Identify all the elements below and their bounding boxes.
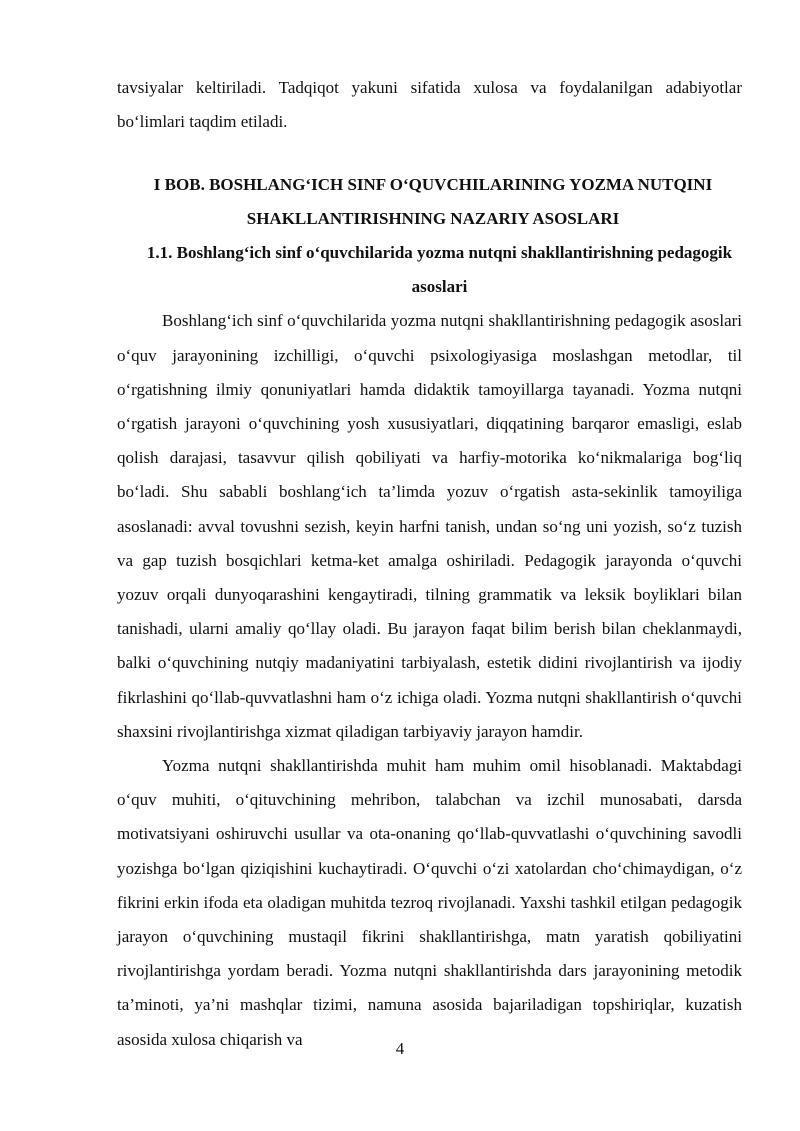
chapter-title: I BOB. BOSHLANG‘ICH SINF O‘QUVCHILARINING YOZMA NUTQINI SHAKLLANTIRISHNING NAZARIY ASOSLARI	[153, 175, 713, 229]
section-title: 1.1. Boshlang‘ich sinf o‘quvchilarida yozma nutqni shakllantirishning pedagogik asoslari	[146, 243, 733, 297]
page-number: 4	[395, 1039, 405, 1058]
body-paragraph-1: Boshlang‘ich sinf o‘quvchilarida yozma nutqni shakllantirishning pedagogik asoslari o‘quv jarayonining izchilligi, o‘quvchi psixologiyasiga moslashgan metodlar, til o‘rgatishning ilmiy qonuniyatlari hamda didaktik tamoyillarga tayanadi. Yozma nutqni o‘rgatish jarayoni o‘quvchining yosh xususiyatlari, diqqatining barqaror emasligi, eslab qolish darajasi, tasavvur qilish qobiliyati va harfiy-motorika ko‘nikmalariga bog‘liq bo‘ladi. Shu sababli boshlang‘ich ta’limda yozuv o‘rgatish asta-sekinlik tamoyiliga asoslanadi: avval tovushni sezish, keyin harfni tanish, undan so‘ng uni yozish, so‘z tuzish va gap tuzish bosqichlari ketma-ket amalga oshiriladi. Pedagogik jarayonda o‘quvchi yozuv orqali dunyoqarashini kengaytiradi, tilning grammatik va leksik boyliklari bilan tanishadi, ularni amaliy qo‘llay oladi. Bu jarayon faqat bilim berish bilan cheklanmaydi, balki o‘quvchining nutqiy madaniyatini tarbiyalash, estetik didini rivojlantirish va ijodiy fikrlashini qo‘llab-quvvatlashni ham o‘z ichiga oladi. Yozma nutqni shakllantirish o‘quvchi shaxsini rivojlantirishga xizmat qiladigan tarbiyaviy jarayon hamdir.	[117, 311, 742, 741]
body-paragraph-2: Yozma nutqni shakllantirishda muhit ham muhim omil hisoblanadi. Maktabdagi o‘quv muhiti, o‘qituvchining mehribon, talabchan va izchil munosabati, darsda motivatsiyani oshiruvchi usullar va ota-onaning qo‘llab-quvvatlashi o‘quvchining savodli yozishga bo‘lgan qiziqishini kuchaytiradi. O‘quvchi o‘zi xatolardan cho‘chimaydigan, o‘z fikrini erkin ifoda eta oladigan muhitda tezroq rivojlanadi. Yaxshi tashkil etilgan pedagogik jarayon o‘quvchining mustaqil fikrini shakllantirishga, matn yaratish qobiliyatini rivojlantirishga yordam beradi. Yozma nutqni shakllantirishda dars jarayonining metodik ta’minoti, ya’ni mashqlar tizimi, namuna asosida bajariladigan topshiriqlar, kuzatish asosida xulosa chiqarish va	[117, 756, 742, 1049]
page-content	[117, 71, 742, 1057]
intro-paragraph: tavsiyalar keltiriladi. Tadqiqot yakuni sifatida xulosa va foydalanilgan adabiyotlar bo‘limlari taqdim etiladi.	[117, 78, 742, 132]
